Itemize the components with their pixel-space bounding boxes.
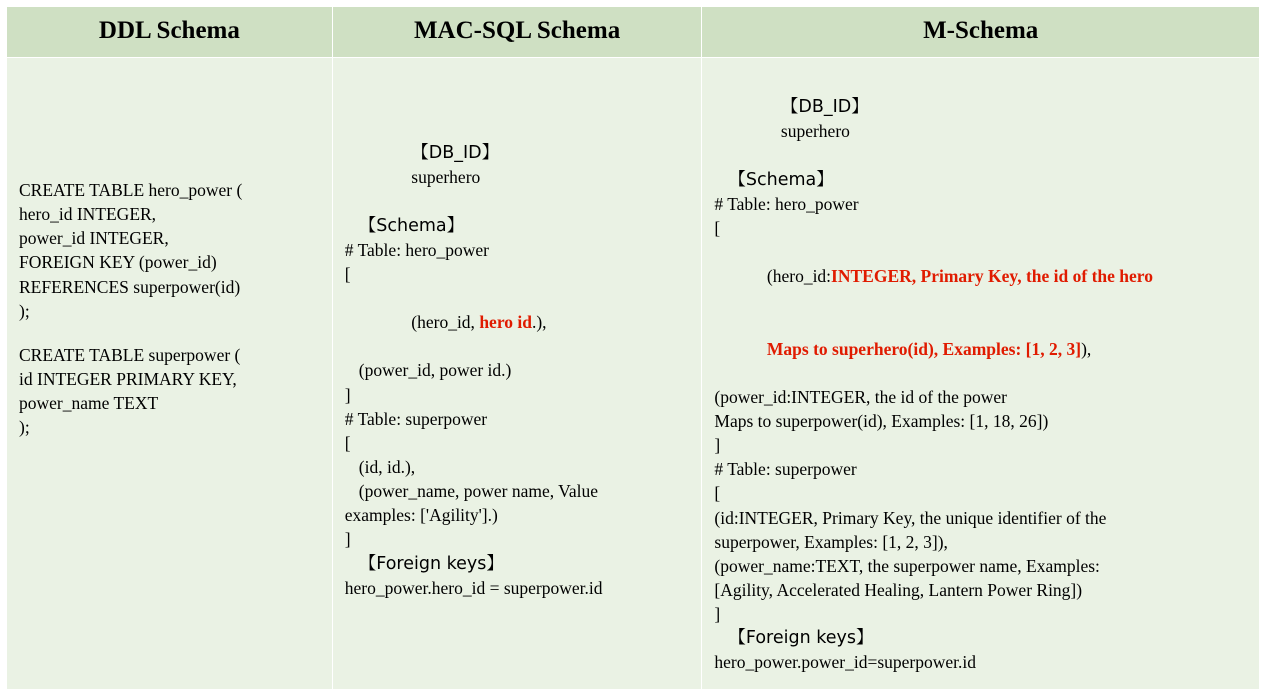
table-header-row (7, 7, 1260, 58)
m-table2-row1-part2: superpower, Examples: [1, 2, 3]), (714, 531, 948, 552)
mac-db-id-label: 【DB_ID】 (411, 143, 500, 164)
mac-foreign-keys-value: hero_power.hero_id = superpower.id (344, 577, 603, 598)
m-table1-row1-pre: (hero_id: (766, 266, 832, 287)
mac-table1-row1-highlight: hero id (479, 312, 532, 333)
column-header-m-schema: M-Schema (702, 7, 1260, 58)
mac-db-id-value: superhero (411, 167, 481, 188)
m-table2-row1-part1: (id:INTEGER, Primary Key, the unique identifier of the (714, 507, 1107, 528)
table-row (7, 58, 1260, 690)
m-table1-header: # Table: hero_power (714, 193, 859, 214)
mac-table2-row1: (id, id.), (358, 456, 416, 477)
ddl-line-id-primary-key: id INTEGER PRIMARY KEY, (19, 368, 237, 389)
m-db-id-label: 【DB_ID】 (780, 97, 869, 118)
mac-table2-row2-part1: (power_name, power name, Value (358, 481, 599, 502)
ddl-line-foreign-key: FOREIGN KEY (power_id) (19, 252, 217, 273)
cell-mac-sql-schema (332, 58, 702, 690)
m-close-bracket-1: ] (714, 435, 721, 456)
ddl-line-close-2: ); (19, 417, 30, 438)
mac-close-bracket-2: ] (344, 529, 351, 550)
m-table2-row2-part2: [Agility, Accelerated Healing, Lantern Power Ring]) (714, 579, 1083, 600)
mac-table2-header: # Table: superpower (344, 408, 488, 429)
column-header-ddl-schema: DDL Schema (7, 7, 333, 58)
ddl-line-power-id: power_id INTEGER, (19, 228, 169, 249)
m-schema-label: 【Schema】 (728, 169, 834, 190)
m-table2-row2-part1: (power_name:TEXT, the superpower name, Examples: (714, 555, 1100, 576)
ddl-blank-line (19, 323, 320, 343)
m-db-id-value: superhero (780, 121, 850, 142)
mac-open-bracket-1: [ (344, 263, 351, 284)
mac-schema-label: 【Schema】 (358, 215, 465, 236)
schema-comparison-table-wrapper (6, 6, 1260, 690)
m-table1-row1-post: ), (1081, 338, 1092, 359)
m-table2-header: # Table: superpower (714, 459, 857, 480)
m-table1-row1-part2 (714, 312, 1247, 384)
mac-table1-row2: (power_id, power id.) (358, 360, 512, 381)
mac-table1-row1 (345, 286, 690, 358)
mac-table1-row1-pre: (hero_id, (411, 312, 480, 333)
table-body (7, 58, 1260, 690)
ddl-line-create-hero-power: CREATE TABLE hero_power ( (19, 180, 243, 200)
cell-m-schema (702, 58, 1260, 690)
m-open-bracket-1: [ (714, 217, 721, 238)
ddl-line-hero-id: hero_id INTEGER, (19, 204, 157, 225)
m-close-bracket-2: ] (714, 604, 721, 625)
m-db-id-row (714, 70, 1247, 168)
m-table1-row1-highlight-a: INTEGER, Primary Key, the id of the hero (831, 266, 1153, 287)
column-header-mac-sql-schema: MAC-SQL Schema (332, 7, 702, 58)
m-table1-row1-highlight-b: Maps to superhero(id), Examples: [1, 2, 3] (766, 338, 1082, 359)
mac-foreign-keys-label: 【Foreign keys】 (358, 553, 504, 574)
m-foreign-keys-value: hero_power.power_id=superpower.id (714, 652, 977, 673)
m-open-bracket-2: [ (714, 483, 721, 504)
m-table1-row2-part2: Maps to superpower(id), Examples: [1, 18, 26]) (714, 410, 1049, 431)
m-table1-row2-part1: (power_id:INTEGER, the id of the power (714, 386, 1007, 407)
m-foreign-keys-label: 【Foreign keys】 (728, 628, 874, 649)
mac-table1-row1-post: .), (531, 312, 547, 333)
mac-table1-header: # Table: hero_power (344, 239, 490, 260)
schema-comparison-table (6, 6, 1260, 690)
ddl-line-create-superpower: CREATE TABLE superpower ( (19, 344, 241, 365)
ddl-line-references: REFERENCES superpower(id) (19, 276, 241, 297)
mac-close-bracket-1: ] (344, 384, 351, 405)
mac-open-bracket-2: [ (344, 432, 351, 453)
m-table1-row1-part1 (714, 240, 1247, 312)
ddl-line-close-1: ); (19, 300, 30, 321)
mac-db-id-row (345, 116, 690, 214)
cell-ddl-schema (7, 58, 333, 690)
ddl-line-power-name: power_name TEXT (19, 393, 159, 414)
mac-table2-row2-part2: examples: ['Agility'].) (344, 505, 498, 526)
